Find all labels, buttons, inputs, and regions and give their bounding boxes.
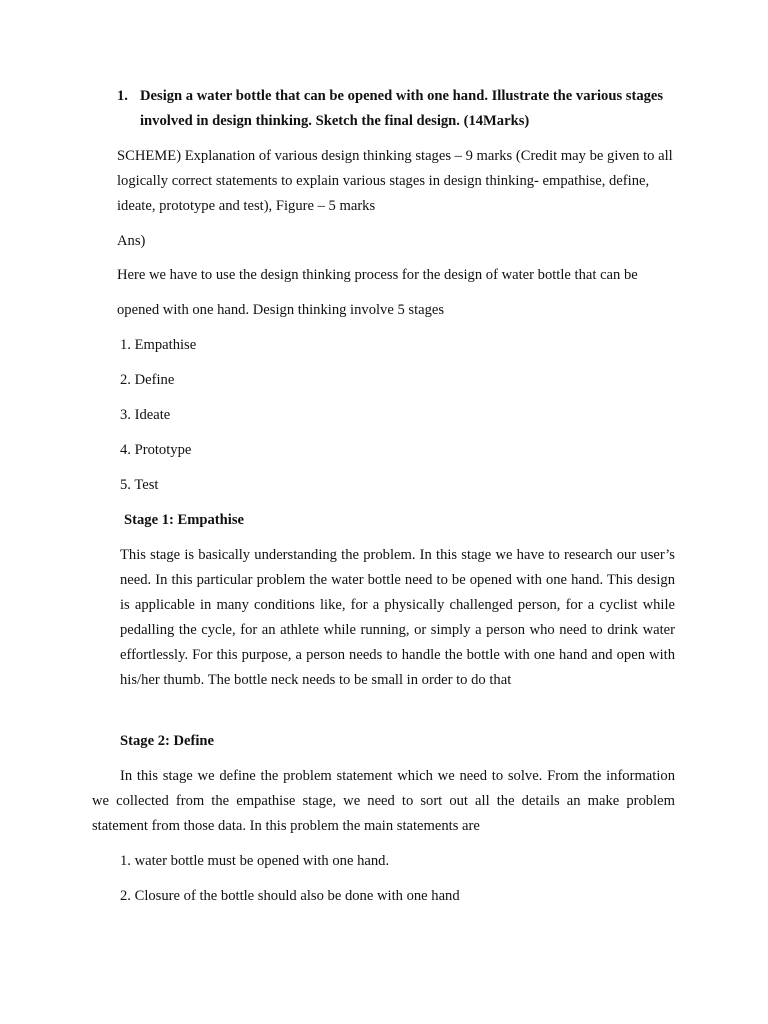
question-number: 1. (117, 88, 128, 104)
statement-item: 1. water bottle must be opened with one hand. (120, 853, 390, 869)
stage2-body: In this stage we define the problem statement which we need to solve. From the information we collected from the empathise stage, we need to sort out all the details an make problem statement from those data. In this problem the main statements are (92, 768, 675, 834)
statement-item: 2. Closure of the bottle should also be done with one hand (120, 888, 460, 904)
stage-list-item: 5. Test (120, 477, 159, 493)
stage1-heading: Stage 1: Empathise (124, 512, 244, 528)
ans-label: Ans) (117, 233, 146, 249)
stage1-body: This stage is basically understanding the problem. In this stage we have to research our user’s need. In this particular problem the water bottle need to be opened with one hand. This design is applicable in many conditions like, for a physically challenged person, for a cyclist while pedalling the cycle, for an athlete while running, or simply a person who need to drink water effortlessly. For this purpose, a person needs to handle the bottle with one hand and open with his/her thumb. The bottle neck needs to be small in order to do that (120, 547, 675, 688)
intro-line-2: opened with one hand. Design thinking involve 5 stages (117, 302, 445, 318)
intro-line-1: Here we have to use the design thinking process for the design of water bottle that can be (117, 267, 638, 283)
scheme-text: SCHEME) Explanation of various design thinking stages – 9 marks (Credit may be given to all logically correct statements to explain various stages in design thinking- empathise, define, ideate, prototype and test), Figure – 5 marks (117, 148, 673, 214)
stage2-heading: Stage 2: Define (120, 733, 215, 749)
question-text: Design a water bottle that can be opened with one hand. Illustrate the various stages involved in design thinking. Sketch the final design. (14Marks) (140, 88, 664, 129)
stage-list-item: 1. Empathise (120, 337, 197, 353)
stage-list-item: 3. Ideate (120, 407, 171, 423)
stage-list-item: 2. Define (120, 372, 175, 388)
stage-list-item: 4. Prototype (120, 442, 192, 458)
